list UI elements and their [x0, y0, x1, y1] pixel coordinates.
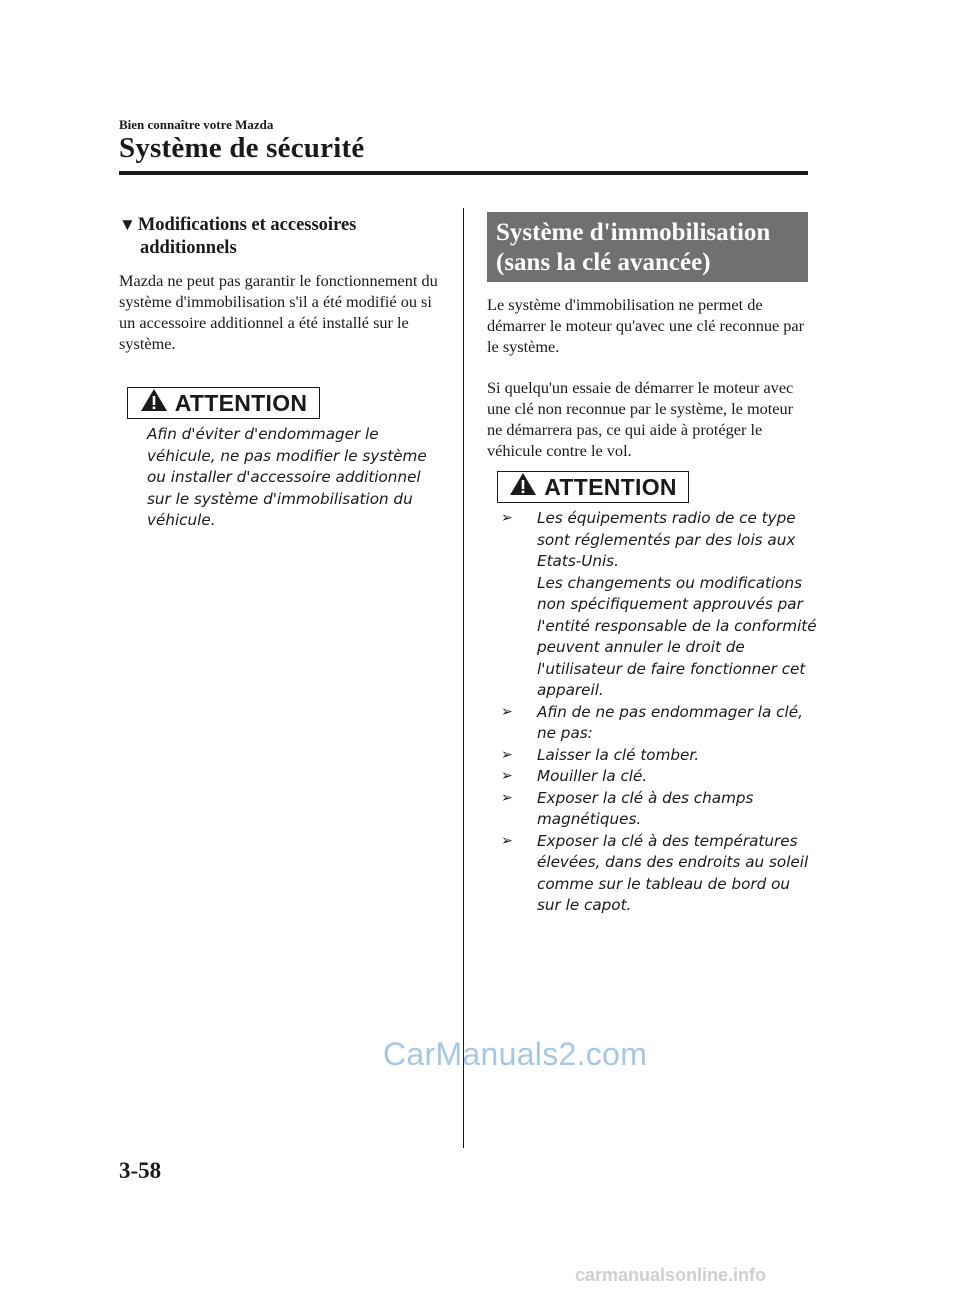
list-item [497, 508, 817, 702]
arrow-bullet-icon: ➢ [501, 832, 513, 849]
triangle-down-icon: ▼ [119, 215, 136, 234]
arrow-bullet-icon: ➢ [501, 789, 513, 806]
attention-text-left: Afin d'éviter d'endommager le véhicule, ne pas modifier le système ou installer d'accessoire additionnel sur le système d'immobilisation du véhicule. [147, 425, 427, 529]
subsection-heading-line2: additionnels [140, 238, 237, 258]
attention-bullets [497, 508, 817, 917]
sub-bullet-text: Laisser la clé tomber. [537, 745, 700, 764]
immobilizer-paragraph-1: Le système d'immobilisation ne permet de démarrer le moteur qu'avec une clé reconnue par le système. [487, 295, 805, 356]
banner-line1: Système d'immobilisation [496, 219, 771, 246]
sub-bullet-text: Mouiller la clé. [537, 767, 648, 785]
arrow-bullet-icon: ➢ [501, 703, 513, 720]
arrow-bullet-icon: ➢ [501, 768, 513, 784]
attention-label: ATTENTION [544, 473, 677, 500]
sub-bullet-text: Exposer la clé à des champs magnétiques. [537, 788, 754, 828]
bullet-text: Afin de ne pas endommager la clé, ne pas: [537, 702, 803, 742]
bullet-text: Les équipements radio de ce type sont réglementés par des lois aux Etats-Unis. [537, 509, 796, 570]
attention-box-right [497, 471, 689, 503]
attention-label: ATTENTION [174, 389, 308, 416]
sub-bullet-text: Exposer la clé à des températures élevées, dans des endroits au soleil comme sur le tableau de bord ou sur le capot. [537, 831, 809, 914]
banner-line2: (sans la clé avancée) [496, 249, 711, 276]
subsection-heading-line1: Modifications et accessoires [137, 215, 357, 235]
watermark: CarManuals2.com [383, 1036, 648, 1072]
header-rule [119, 171, 808, 175]
column-divider [463, 208, 464, 1148]
page-number: 3-58 [119, 1158, 162, 1183]
subsection-heading [119, 213, 449, 260]
list-item [497, 702, 817, 745]
bullet-text: Les changements ou modifications non spécifiquement approuvés par l'entité responsable de la conformité peuvent annuler le droit de l'utilisateur de faire fonctionner cet appareil. [537, 573, 817, 699]
arrow-bullet-icon: ➢ [501, 510, 513, 526]
warning-icon [140, 388, 168, 418]
arrow-bullet-icon: ➢ [501, 746, 513, 763]
list-item [497, 831, 817, 917]
list-item [497, 766, 817, 788]
list-item [497, 788, 817, 831]
immobilizer-paragraph-2: Si quelqu'un essaie de démarrer le moteur avec une clé non reconnue par le système, le moteur ne démarrera pas, ce qui aide à protéger le véhicule contre le vol. [487, 378, 794, 460]
site-watermark: carmanualsonline.info [575, 1265, 767, 1285]
list-item [497, 745, 817, 767]
warning-icon [509, 472, 537, 502]
section-banner [487, 212, 808, 282]
attention-box-left [127, 387, 320, 419]
header-chapter: Bien connaître votre Mazda [119, 117, 274, 132]
page-title: Système de sécurité [119, 132, 365, 164]
modifications-paragraph: Mazda ne peut pas garantir le fonctionnement du système d'immobilisation s'il a été modifié ou si un accessoire additionnel a été installé sur le système. [119, 271, 438, 353]
